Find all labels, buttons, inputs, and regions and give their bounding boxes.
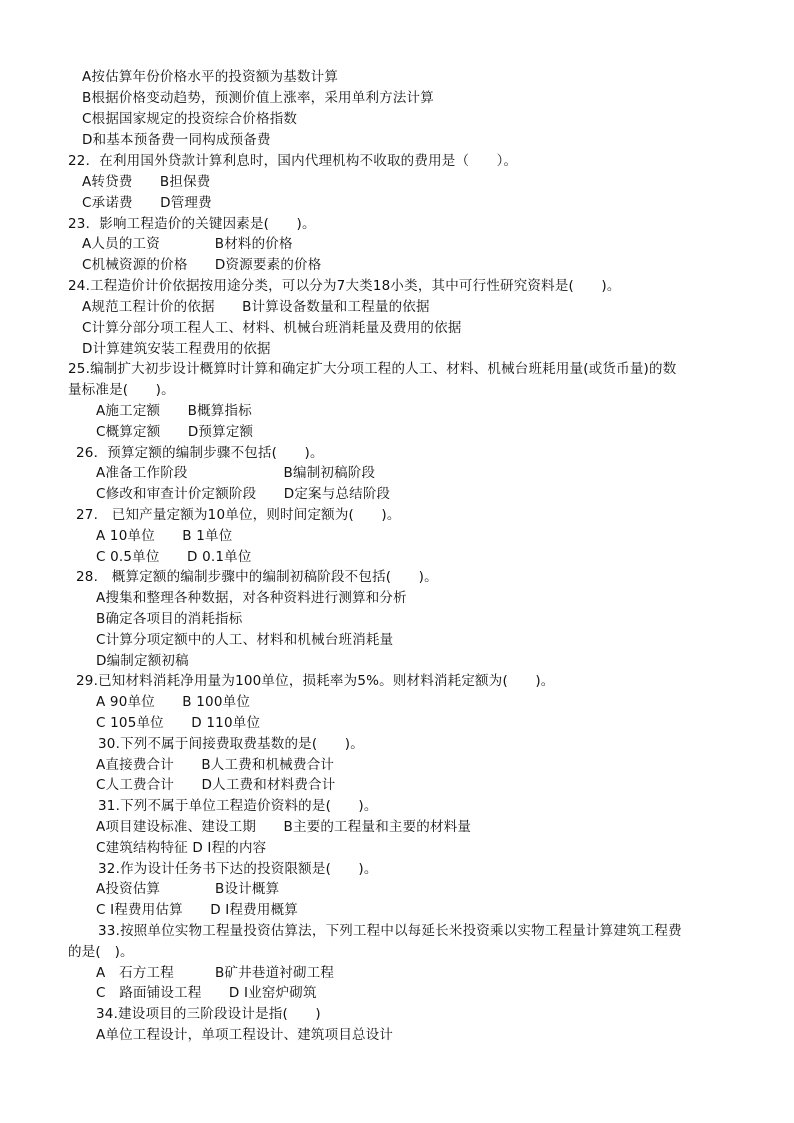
q23-question: 23．影响工程造价的关键因素是( )。 [68, 216, 316, 232]
q22-options-ab: A转贷费 B担保费 [82, 174, 211, 190]
q30-options-ab: A直接费合计 B人工费和机械费合计 [96, 757, 335, 773]
q34-question: 34.建设项目的三阶段设计是指( ) [96, 1006, 321, 1022]
q34-option-a: A单位工程设计，单项工程设计、建筑项目总设计 [96, 1027, 394, 1043]
q23-options-ab: A人员的工资 B材料的价格 [82, 236, 293, 252]
q32-question: 32.作为设计任务书下达的投资限额是( )。 [98, 861, 378, 877]
q29-options-ab: A 90单位 B 100单位 [96, 694, 251, 710]
q33-question-cont: 的是( )。 [68, 944, 134, 960]
q32-options-cd: C I程费用估算 D I程费用概算 [96, 902, 298, 918]
q27-question: 27. 已知产量定额为10单位，则时间定额为( )。 [76, 507, 401, 523]
q30-question: 30.下列不属于间接费取费基数的是( )。 [98, 736, 364, 752]
q28-option-a: A搜集和整理各种数据，对各种资料进行测算和分析 [96, 590, 407, 606]
q29-options-cd: C 105单位 D 110单位 [96, 715, 261, 731]
q33-options-cd: C 路面铺设工程 D I业窑炉砌筑 [96, 985, 317, 1001]
q26-options-cd: C修改和审查计价定额阶段 D定案与总结阶段 [96, 486, 391, 502]
q33-options-ab: A 石方工程 B矿井巷道衬砌工程 [96, 965, 335, 981]
q32-options-ab: A投资估算 B设计概算 [96, 881, 280, 897]
q22-question: 22．在利用国外贷款计算利息时，国内代理机构不收取的费用是（ ）。 [68, 153, 518, 169]
q25-options-cd: C概算定额 D预算定额 [96, 424, 254, 440]
q22-options-cd: C承诺费 D管理费 [82, 195, 212, 211]
q29-question: 29.已知材料消耗净用量为100单位，损耗率为5%。则材料消耗定额为( )。 [76, 673, 555, 689]
q21-option-c: C根据国家规定的投资综合价格指数 [82, 111, 298, 127]
q28-option-d: D编制定额初稿 [96, 653, 189, 669]
q24-question: 24.工程造价计价依据按用途分类，可以分为7大类18小类，其中可行性研究资料是( )。 [68, 278, 621, 294]
q25-question-cont: 量标准是( )。 [68, 382, 175, 398]
q30-options-cd: C人工费合计 D人工费和材料费合计 [96, 777, 336, 793]
q24-option-d: D计算建筑安装工程费用的依据 [82, 341, 271, 357]
q27-options-ab: A 10单位 B 1单位 [96, 528, 233, 544]
q27-options-cd: C 0.5单位 D 0.1单位 [96, 549, 252, 565]
q24-option-c: C计算分部分项工程人工、材料、机械台班消耗量及费用的依据 [82, 320, 462, 336]
q25-question: 25.编制扩大初步设计概算时计算和确定扩大分项工程的人工、材料、机械台班耗用量(或货币量)的数 [68, 361, 677, 377]
q26-options-ab: A准备工作阶段 B编制初稿阶段 [96, 465, 376, 481]
q26-question: 26．预算定额的编制步骤不包括( )。 [76, 445, 324, 461]
q28-question: 28. 概算定额的编制步骤中的编制初稿阶段不包括( )。 [76, 569, 438, 585]
q31-options-ab: A项目建设标准、建设工期 B主要的工程量和主要的材料量 [96, 819, 472, 835]
q23-options-cd: C机械资源的价格 D资源要素的价格 [82, 257, 322, 273]
q21-option-b: B根据价格变动趋势，预测价值上涨率，采用单利方法计算 [82, 90, 434, 106]
q28-option-b: B确定各项目的消耗指标 [96, 611, 243, 627]
q21-option-a: A按估算年份价格水平的投资额为基数计算 [82, 69, 339, 85]
q28-option-c: C计算分项定额中的人工、材料和机械台班消耗量 [96, 632, 394, 648]
q21-option-d: D和基本预备费一同构成预备费 [82, 132, 271, 148]
q31-options-cd: C建筑结构特征 D I程的内容 [96, 840, 267, 856]
q31-question: 31.下列不属于单位工程造价资料的是( )。 [98, 798, 378, 814]
q24-options-ab: A规范工程计价的依据 B计算设备数量和工程量的依据 [82, 299, 430, 315]
q25-options-ab: A施工定额 B概算指标 [96, 403, 252, 419]
q33-question: 33.按照单位实物工程量投资估算法，下列工程中以每延长米投资乘以实物工程量计算建筑工程费 [98, 923, 682, 939]
